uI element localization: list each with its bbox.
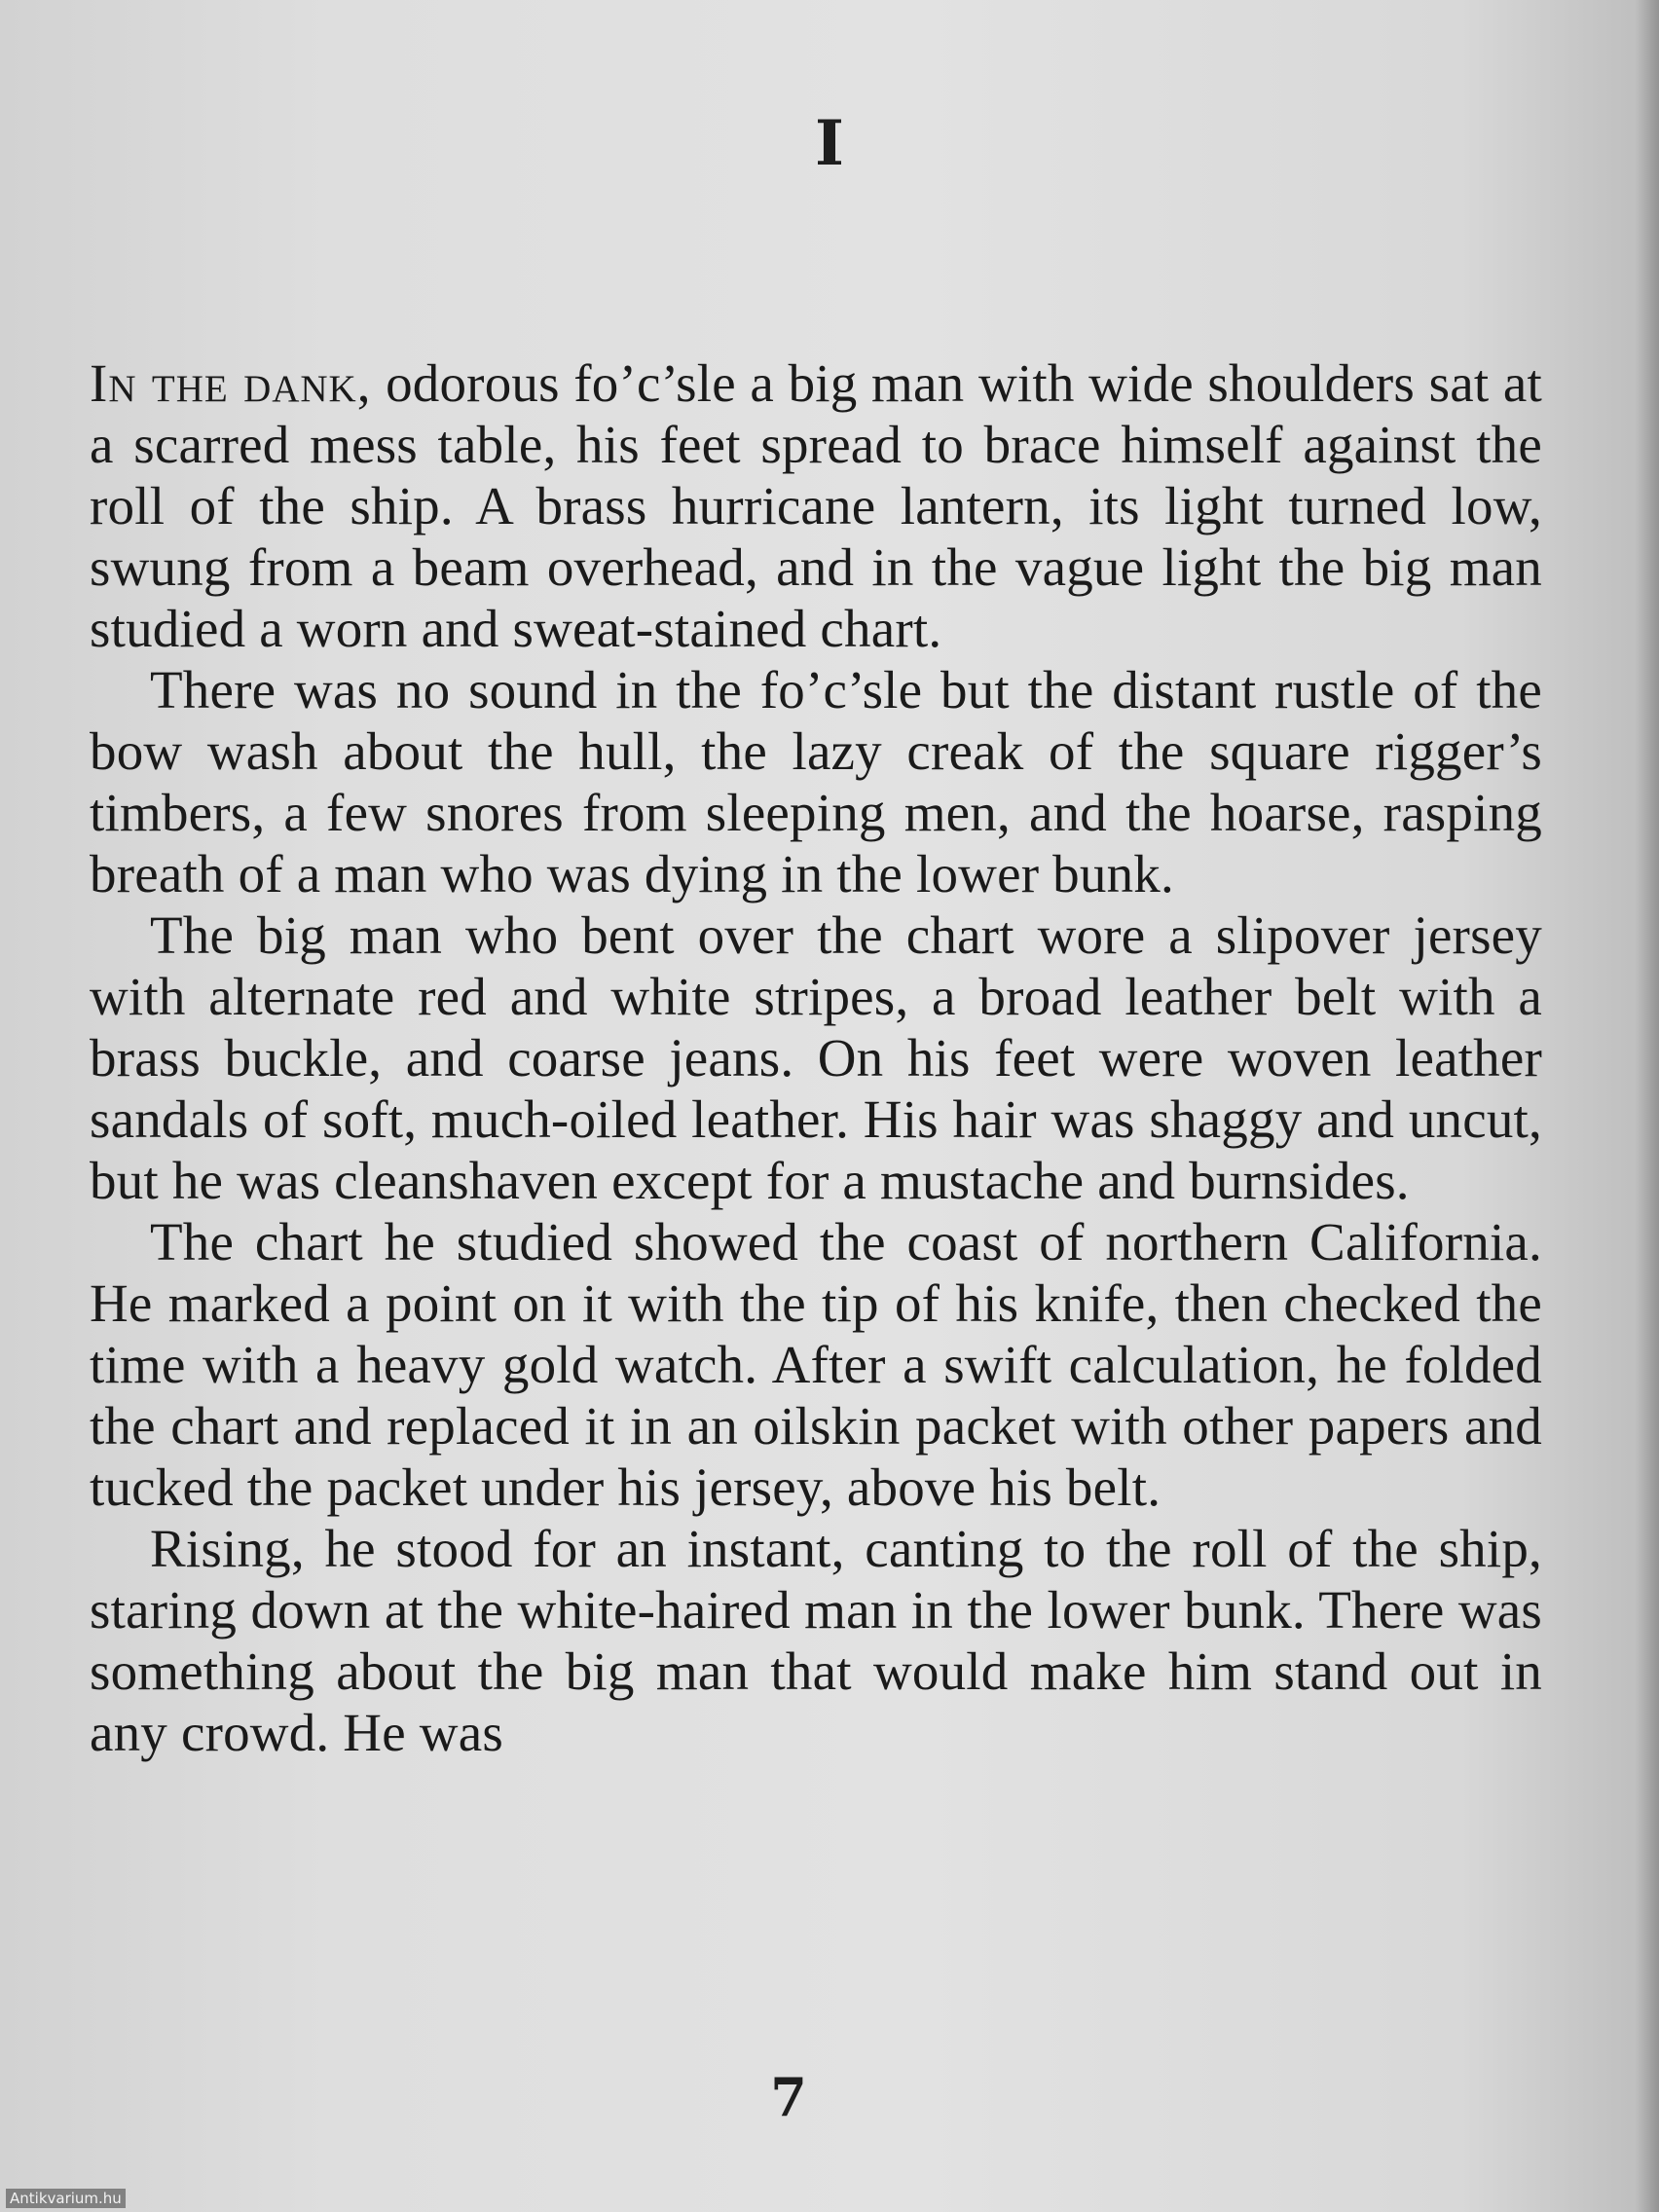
paragraph-3: The big man who bent over the chart wore a slipover jersey with alternate red and white stripes, a broad leather belt with a brass buckle, and coarse jeans. On his feet were woven leather sandals of soft, much-oiled leather. His hair was shaggy and uncut, but he was cleanshaven except for a mustache and burnsides.: [90, 905, 1542, 1210]
paragraph-1-text: odorous fo’c’sle a big man with wide shoulders sat at a scarred mess table, his feet spread to brace himself against the roll of the ship. A brass hurricane lantern, its light turned low, swung from a beam overhead, and in the vague light the big man studied a worn and sweat-stained chart.: [90, 353, 1542, 658]
watermark: Antikvarium.hu: [6, 2189, 126, 2208]
paragraph-4: The chart he studied showed the coast of northern California. He marked a point on it with the tip of his knife, then checked the time with a heavy gold watch. After a swift calculation, he folded the chart and replaced it in an oilskin packet with other papers and tucked the packet under his jersey, above his belt.: [90, 1212, 1542, 1517]
page-number: 7: [770, 2066, 807, 2128]
paragraph-1: [90, 352, 1542, 659]
page-gutter-shadow: [1636, 0, 1659, 2212]
paragraph-2: There was no sound in the fo’c’sle but the distant rustle of the bow wash about the hull, the lazy creak of the square rigger’s timbers, a few snores from sleeping men, and the hoarse, rasping breath of a man who was dying in the lower bunk.: [90, 660, 1542, 903]
chapter-number: I: [815, 107, 844, 180]
paragraph-5: Rising, he stood for an instant, canting to the roll of the ship, staring down at the white-haired man in the lower bunk. There was something about the big man that would make him stand out in any crowd. He was: [90, 1519, 1542, 1762]
body-text: [90, 352, 1542, 1763]
lead-in-small-caps: In the dank,: [90, 353, 372, 413]
